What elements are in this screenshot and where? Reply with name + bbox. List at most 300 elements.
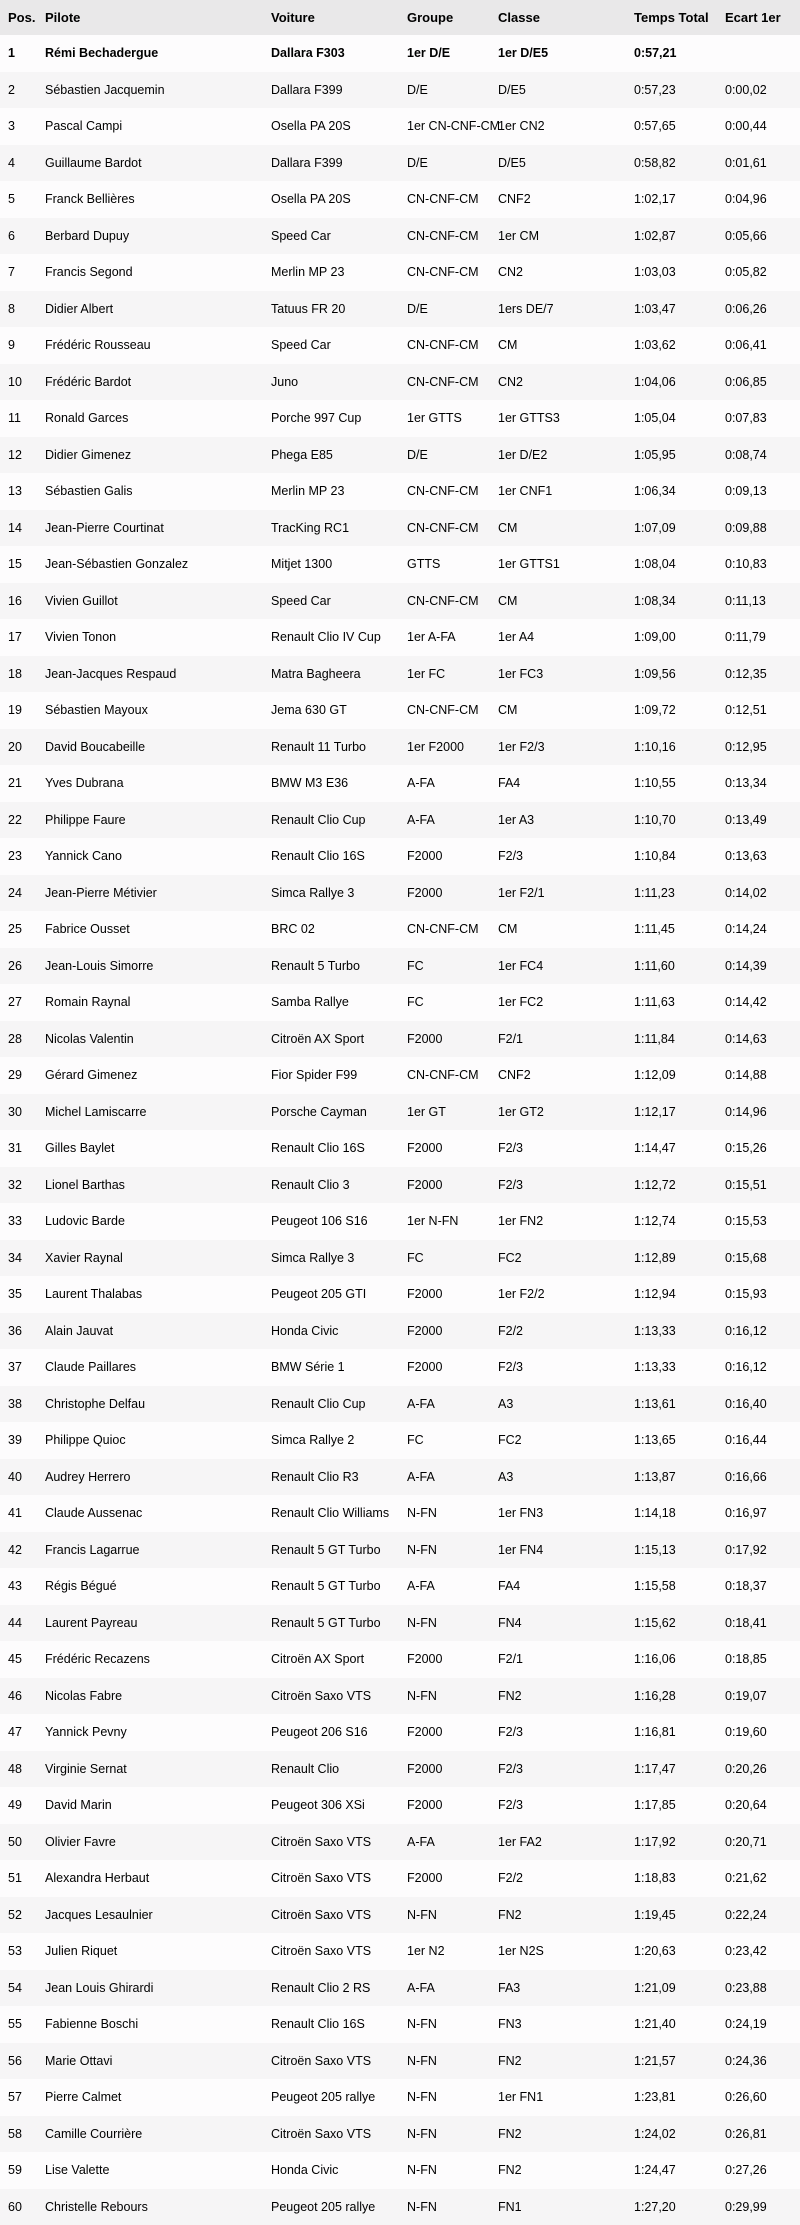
cell-pilote: Alexandra Herbaut [37, 1860, 263, 1897]
table-row [0, 327, 800, 364]
cell-groupe: F2000 [399, 1860, 490, 1897]
table-row [0, 72, 800, 109]
cell-groupe: FC [399, 1240, 490, 1277]
cell-pos: 49 [0, 1787, 37, 1824]
cell-temps-total: 1:09,72 [626, 692, 717, 729]
cell-groupe: D/E [399, 145, 490, 182]
cell-pos: 54 [0, 1970, 37, 2007]
cell-pilote: Frédéric Rousseau [37, 327, 263, 364]
cell-voiture: Renault Clio R3 [263, 1459, 399, 1496]
cell-ecart-1er: 0:22,24 [717, 1897, 800, 1934]
cell-groupe: F2000 [399, 1787, 490, 1824]
cell-classe: 1er A4 [490, 619, 626, 656]
cell-voiture: Renault 5 GT Turbo [263, 1605, 399, 1642]
cell-pos: 59 [0, 2152, 37, 2189]
table-row [0, 948, 800, 985]
cell-voiture: Citroën Saxo VTS [263, 1933, 399, 1970]
cell-pos: 2 [0, 72, 37, 109]
cell-classe: 1er F2/2 [490, 1276, 626, 1313]
header-groupe: Groupe [399, 0, 490, 35]
cell-voiture: Fior Spider F99 [263, 1057, 399, 1094]
cell-groupe: A-FA [399, 1459, 490, 1496]
cell-pos: 3 [0, 108, 37, 145]
cell-ecart-1er: 0:21,62 [717, 1860, 800, 1897]
cell-voiture: Renault Clio 16S [263, 838, 399, 875]
cell-voiture: Citroën Saxo VTS [263, 1860, 399, 1897]
cell-groupe: A-FA [399, 1970, 490, 2007]
cell-temps-total: 1:11,63 [626, 984, 717, 1021]
cell-classe: FN2 [490, 1897, 626, 1934]
table-row [0, 1313, 800, 1350]
cell-ecart-1er: 0:24,36 [717, 2043, 800, 2080]
cell-groupe: CN-CNF-CM [399, 473, 490, 510]
cell-pos: 46 [0, 1678, 37, 1715]
cell-pos: 33 [0, 1203, 37, 1240]
cell-groupe: CN-CNF-CM [399, 692, 490, 729]
table-row [0, 1933, 800, 1970]
cell-ecart-1er: 0:09,13 [717, 473, 800, 510]
cell-groupe: N-FN [399, 2189, 490, 2225]
cell-pilote: Régis Bégué [37, 1568, 263, 1605]
cell-ecart-1er: 0:15,93 [717, 1276, 800, 1313]
cell-temps-total: 1:15,58 [626, 1568, 717, 1605]
cell-pos: 19 [0, 692, 37, 729]
cell-temps-total: 0:57,23 [626, 72, 717, 109]
table-row [0, 218, 800, 255]
cell-pilote: Didier Albert [37, 291, 263, 328]
cell-classe: CNF2 [490, 1057, 626, 1094]
cell-pos: 14 [0, 510, 37, 547]
cell-classe: F2/1 [490, 1021, 626, 1058]
cell-pos: 16 [0, 583, 37, 620]
cell-pos: 40 [0, 1459, 37, 1496]
cell-voiture: Dallara F303 [263, 35, 399, 72]
cell-ecart-1er: 0:00,44 [717, 108, 800, 145]
cell-pos: 24 [0, 875, 37, 912]
cell-pilote: Yannick Cano [37, 838, 263, 875]
cell-voiture: Citroën AX Sport [263, 1021, 399, 1058]
cell-pos: 28 [0, 1021, 37, 1058]
cell-classe: 1er FN1 [490, 2079, 626, 2116]
cell-voiture: Peugeot 206 S16 [263, 1714, 399, 1751]
cell-pilote: Philippe Faure [37, 802, 263, 839]
cell-ecart-1er: 0:16,40 [717, 1386, 800, 1423]
cell-temps-total: 1:15,13 [626, 1532, 717, 1569]
cell-ecart-1er: 0:20,64 [717, 1787, 800, 1824]
cell-groupe: A-FA [399, 1824, 490, 1861]
cell-voiture: Renault 5 GT Turbo [263, 1568, 399, 1605]
cell-groupe: 1er A-FA [399, 619, 490, 656]
table-row [0, 911, 800, 948]
cell-pos: 22 [0, 802, 37, 839]
cell-groupe: N-FN [399, 1678, 490, 1715]
cell-groupe: F2000 [399, 875, 490, 912]
cell-temps-total: 1:10,16 [626, 729, 717, 766]
cell-voiture: Renault Clio 16S [263, 2006, 399, 2043]
cell-voiture: Dallara F399 [263, 145, 399, 182]
cell-pos: 48 [0, 1751, 37, 1788]
cell-pilote: Gilles Baylet [37, 1130, 263, 1167]
cell-groupe: F2000 [399, 1751, 490, 1788]
cell-groupe: F2000 [399, 1313, 490, 1350]
cell-groupe: 1er F2000 [399, 729, 490, 766]
cell-temps-total: 1:02,87 [626, 218, 717, 255]
cell-groupe: 1er GT [399, 1094, 490, 1131]
cell-classe: D/E5 [490, 145, 626, 182]
header-pilote: Pilote [37, 0, 263, 35]
cell-temps-total: 1:06,34 [626, 473, 717, 510]
cell-pilote: Ronald Garces [37, 400, 263, 437]
cell-classe: 1er F2/1 [490, 875, 626, 912]
cell-classe: D/E5 [490, 72, 626, 109]
table-row [0, 1240, 800, 1277]
cell-ecart-1er: 0:16,66 [717, 1459, 800, 1496]
cell-classe: CN2 [490, 364, 626, 401]
cell-classe: F2/3 [490, 838, 626, 875]
cell-ecart-1er: 0:11,79 [717, 619, 800, 656]
cell-temps-total: 1:08,34 [626, 583, 717, 620]
cell-classe: 1er FC3 [490, 656, 626, 693]
table-row [0, 145, 800, 182]
cell-groupe: A-FA [399, 802, 490, 839]
cell-ecart-1er: 0:05,66 [717, 218, 800, 255]
cell-pilote: Jean-Sébastien Gonzalez [37, 546, 263, 583]
cell-classe: CM [490, 911, 626, 948]
cell-classe: F2/3 [490, 1751, 626, 1788]
cell-voiture: Peugeot 106 S16 [263, 1203, 399, 1240]
cell-pos: 11 [0, 400, 37, 437]
cell-ecart-1er: 0:16,97 [717, 1495, 800, 1532]
table-row [0, 802, 800, 839]
cell-voiture: Matra Bagheera [263, 656, 399, 693]
cell-ecart-1er: 0:16,12 [717, 1349, 800, 1386]
cell-temps-total: 1:17,47 [626, 1751, 717, 1788]
cell-temps-total: 1:12,17 [626, 1094, 717, 1131]
cell-ecart-1er: 0:23,88 [717, 1970, 800, 2007]
cell-classe: FC2 [490, 1240, 626, 1277]
cell-temps-total: 1:05,95 [626, 437, 717, 474]
cell-pos: 5 [0, 181, 37, 218]
cell-pilote: David Marin [37, 1787, 263, 1824]
table-header [0, 0, 800, 35]
cell-temps-total: 1:24,02 [626, 2116, 717, 2153]
cell-groupe: 1er N2 [399, 1933, 490, 1970]
cell-ecart-1er: 0:20,26 [717, 1751, 800, 1788]
cell-pos: 36 [0, 1313, 37, 1350]
cell-temps-total: 1:09,56 [626, 656, 717, 693]
cell-ecart-1er: 0:12,51 [717, 692, 800, 729]
table-row [0, 984, 800, 1021]
cell-groupe: CN-CNF-CM [399, 327, 490, 364]
cell-voiture: Renault Clio Cup [263, 1386, 399, 1423]
cell-classe: 1er D/E2 [490, 437, 626, 474]
cell-groupe: A-FA [399, 1568, 490, 1605]
table-row [0, 108, 800, 145]
table-row [0, 1167, 800, 1204]
cell-groupe: FC [399, 1422, 490, 1459]
cell-groupe: N-FN [399, 2116, 490, 2153]
cell-groupe: F2000 [399, 1167, 490, 1204]
cell-pilote: Didier Gimenez [37, 437, 263, 474]
cell-temps-total: 1:05,04 [626, 400, 717, 437]
cell-pilote: Vivien Tonon [37, 619, 263, 656]
cell-temps-total: 1:21,09 [626, 1970, 717, 2007]
cell-classe: 1er GTTS1 [490, 546, 626, 583]
cell-voiture: Renault Clio 3 [263, 1167, 399, 1204]
cell-voiture: Speed Car [263, 218, 399, 255]
cell-pilote: Lise Valette [37, 2152, 263, 2189]
cell-pilote: Jean-Pierre Métivier [37, 875, 263, 912]
cell-pilote: Nicolas Fabre [37, 1678, 263, 1715]
cell-pos: 50 [0, 1824, 37, 1861]
cell-pos: 13 [0, 473, 37, 510]
cell-temps-total: 0:57,21 [626, 35, 717, 72]
cell-pilote: Ludovic Barde [37, 1203, 263, 1240]
cell-temps-total: 1:15,62 [626, 1605, 717, 1642]
cell-ecart-1er: 0:18,41 [717, 1605, 800, 1642]
cell-pilote: Laurent Payreau [37, 1605, 263, 1642]
table-row [0, 473, 800, 510]
cell-ecart-1er: 0:12,95 [717, 729, 800, 766]
cell-ecart-1er: 0:14,02 [717, 875, 800, 912]
cell-classe: FA4 [490, 765, 626, 802]
cell-classe: F2/3 [490, 1714, 626, 1751]
cell-groupe: F2000 [399, 1641, 490, 1678]
cell-pilote: Camille Courrière [37, 2116, 263, 2153]
cell-pilote: Olivier Favre [37, 1824, 263, 1861]
cell-classe: FN4 [490, 1605, 626, 1642]
cell-temps-total: 1:16,06 [626, 1641, 717, 1678]
cell-classe: F2/2 [490, 1860, 626, 1897]
cell-pos: 47 [0, 1714, 37, 1751]
table-row [0, 1057, 800, 1094]
cell-pos: 10 [0, 364, 37, 401]
cell-pos: 23 [0, 838, 37, 875]
cell-groupe: CN-CNF-CM [399, 181, 490, 218]
cell-temps-total: 1:27,20 [626, 2189, 717, 2225]
cell-pilote: Claude Aussenac [37, 1495, 263, 1532]
cell-pos: 60 [0, 2189, 37, 2225]
cell-temps-total: 1:12,94 [626, 1276, 717, 1313]
cell-pos: 35 [0, 1276, 37, 1313]
cell-voiture: Renault 5 Turbo [263, 948, 399, 985]
cell-voiture: BMW Série 1 [263, 1349, 399, 1386]
cell-groupe: N-FN [399, 1495, 490, 1532]
table-row [0, 1021, 800, 1058]
table-row [0, 1824, 800, 1861]
cell-ecart-1er: 0:29,99 [717, 2189, 800, 2225]
cell-groupe: D/E [399, 291, 490, 328]
cell-pos: 41 [0, 1495, 37, 1532]
cell-voiture: Merlin MP 23 [263, 473, 399, 510]
header-classe: Classe [490, 0, 626, 35]
cell-classe: FC2 [490, 1422, 626, 1459]
cell-groupe: CN-CNF-CM [399, 583, 490, 620]
cell-pos: 53 [0, 1933, 37, 1970]
cell-voiture: Citroën Saxo VTS [263, 1678, 399, 1715]
cell-pos: 27 [0, 984, 37, 1021]
header-row [0, 0, 800, 35]
cell-temps-total: 1:17,85 [626, 1787, 717, 1824]
cell-voiture: Renault 5 GT Turbo [263, 1532, 399, 1569]
table-row [0, 35, 800, 72]
cell-temps-total: 1:12,72 [626, 1167, 717, 1204]
header-temps-total: Temps Total [626, 0, 717, 35]
cell-classe: F2/2 [490, 1313, 626, 1350]
cell-groupe: F2000 [399, 1276, 490, 1313]
cell-voiture: Phega E85 [263, 437, 399, 474]
table-row [0, 1422, 800, 1459]
table-row [0, 1568, 800, 1605]
cell-voiture: Renault Clio [263, 1751, 399, 1788]
cell-pilote: Audrey Herrero [37, 1459, 263, 1496]
cell-ecart-1er: 0:01,61 [717, 145, 800, 182]
cell-pilote: Fabrice Ousset [37, 911, 263, 948]
cell-voiture: Honda Civic [263, 2152, 399, 2189]
cell-classe: F2/3 [490, 1167, 626, 1204]
cell-classe: 1ers DE/7 [490, 291, 626, 328]
cell-voiture: Peugeot 205 rallye [263, 2079, 399, 2116]
cell-classe: 1er FN4 [490, 1532, 626, 1569]
cell-pos: 57 [0, 2079, 37, 2116]
cell-groupe: F2000 [399, 1714, 490, 1751]
cell-classe: 1er F2/3 [490, 729, 626, 766]
cell-pos: 20 [0, 729, 37, 766]
cell-classe: FN2 [490, 2043, 626, 2080]
cell-pilote: Lionel Barthas [37, 1167, 263, 1204]
cell-ecart-1er: 0:18,37 [717, 1568, 800, 1605]
cell-groupe: CN-CNF-CM [399, 254, 490, 291]
cell-classe: A3 [490, 1386, 626, 1423]
cell-temps-total: 1:03,47 [626, 291, 717, 328]
table-row [0, 2079, 800, 2116]
header-voiture: Voiture [263, 0, 399, 35]
cell-classe: 1er FC4 [490, 948, 626, 985]
cell-temps-total: 1:03,62 [626, 327, 717, 364]
table-row [0, 875, 800, 912]
cell-groupe: GTTS [399, 546, 490, 583]
cell-pos: 42 [0, 1532, 37, 1569]
cell-ecart-1er: 0:16,44 [717, 1422, 800, 1459]
cell-pilote: Pierre Calmet [37, 2079, 263, 2116]
cell-voiture: Citroën Saxo VTS [263, 1897, 399, 1934]
cell-groupe: D/E [399, 437, 490, 474]
cell-temps-total: 1:07,09 [626, 510, 717, 547]
cell-groupe: N-FN [399, 2079, 490, 2116]
cell-ecart-1er: 0:06,41 [717, 327, 800, 364]
cell-pilote: Christelle Rebours [37, 2189, 263, 2225]
cell-ecart-1er: 0:14,39 [717, 948, 800, 985]
cell-voiture: Citroën AX Sport [263, 1641, 399, 1678]
cell-pos: 43 [0, 1568, 37, 1605]
table-row [0, 2189, 800, 2225]
cell-ecart-1er: 0:26,60 [717, 2079, 800, 2116]
cell-temps-total: 1:13,61 [626, 1386, 717, 1423]
cell-pos: 30 [0, 1094, 37, 1131]
cell-ecart-1er: 0:15,51 [717, 1167, 800, 1204]
table-row [0, 1459, 800, 1496]
cell-classe: FN2 [490, 1678, 626, 1715]
cell-temps-total: 1:16,28 [626, 1678, 717, 1715]
cell-voiture: Merlin MP 23 [263, 254, 399, 291]
cell-groupe: CN-CNF-CM [399, 218, 490, 255]
cell-temps-total: 1:11,84 [626, 1021, 717, 1058]
cell-ecart-1er: 0:24,19 [717, 2006, 800, 2043]
cell-pilote: Fabienne Boschi [37, 2006, 263, 2043]
cell-classe: 1er CN2 [490, 108, 626, 145]
cell-temps-total: 1:23,81 [626, 2079, 717, 2116]
table-row [0, 1130, 800, 1167]
cell-pilote: Nicolas Valentin [37, 1021, 263, 1058]
cell-temps-total: 1:16,81 [626, 1714, 717, 1751]
cell-groupe: 1er CN-CNF-CM [399, 108, 490, 145]
cell-groupe: 1er N-FN [399, 1203, 490, 1240]
cell-pilote: Claude Paillares [37, 1349, 263, 1386]
cell-ecart-1er: 0:13,34 [717, 765, 800, 802]
cell-pilote: Jean-Louis Simorre [37, 948, 263, 985]
cell-classe: CNF2 [490, 181, 626, 218]
cell-pilote: Jean-Jacques Respaud [37, 656, 263, 693]
cell-temps-total: 1:14,18 [626, 1495, 717, 1532]
cell-voiture: Osella PA 20S [263, 108, 399, 145]
table-row [0, 254, 800, 291]
cell-pos: 38 [0, 1386, 37, 1423]
cell-temps-total: 1:11,23 [626, 875, 717, 912]
cell-pos: 26 [0, 948, 37, 985]
cell-ecart-1er: 0:05,82 [717, 254, 800, 291]
cell-classe: CM [490, 327, 626, 364]
cell-groupe: FC [399, 948, 490, 985]
cell-temps-total: 1:14,47 [626, 1130, 717, 1167]
table-row [0, 1203, 800, 1240]
table-row [0, 437, 800, 474]
cell-groupe: A-FA [399, 765, 490, 802]
table-row [0, 2043, 800, 2080]
cell-temps-total: 1:13,87 [626, 1459, 717, 1496]
cell-voiture: Renault Clio 16S [263, 1130, 399, 1167]
cell-groupe: CN-CNF-CM [399, 510, 490, 547]
cell-voiture: Jema 630 GT [263, 692, 399, 729]
table-row [0, 181, 800, 218]
cell-pos: 52 [0, 1897, 37, 1934]
table-row [0, 1641, 800, 1678]
cell-pilote: Sébastien Galis [37, 473, 263, 510]
cell-classe: 1er CM [490, 218, 626, 255]
cell-ecart-1er: 0:04,96 [717, 181, 800, 218]
cell-pilote: Franck Bellières [37, 181, 263, 218]
cell-groupe: 1er D/E [399, 35, 490, 72]
table-row [0, 1860, 800, 1897]
header-ecart-1er: Ecart 1er [717, 0, 800, 35]
cell-classe: F2/1 [490, 1641, 626, 1678]
cell-groupe: N-FN [399, 1532, 490, 1569]
cell-classe: 1er D/E5 [490, 35, 626, 72]
cell-classe: 1er A3 [490, 802, 626, 839]
cell-temps-total: 1:10,55 [626, 765, 717, 802]
cell-ecart-1er: 0:14,88 [717, 1057, 800, 1094]
cell-pos: 55 [0, 2006, 37, 2043]
cell-groupe: CN-CNF-CM [399, 911, 490, 948]
cell-temps-total: 1:19,45 [626, 1897, 717, 1934]
cell-pos: 1 [0, 35, 37, 72]
cell-pilote: Berbard Dupuy [37, 218, 263, 255]
cell-pos: 29 [0, 1057, 37, 1094]
cell-classe: FA4 [490, 1568, 626, 1605]
cell-voiture: BMW M3 E36 [263, 765, 399, 802]
cell-classe: 1er CNF1 [490, 473, 626, 510]
cell-pilote: Sébastien Mayoux [37, 692, 263, 729]
cell-groupe: CN-CNF-CM [399, 1057, 490, 1094]
